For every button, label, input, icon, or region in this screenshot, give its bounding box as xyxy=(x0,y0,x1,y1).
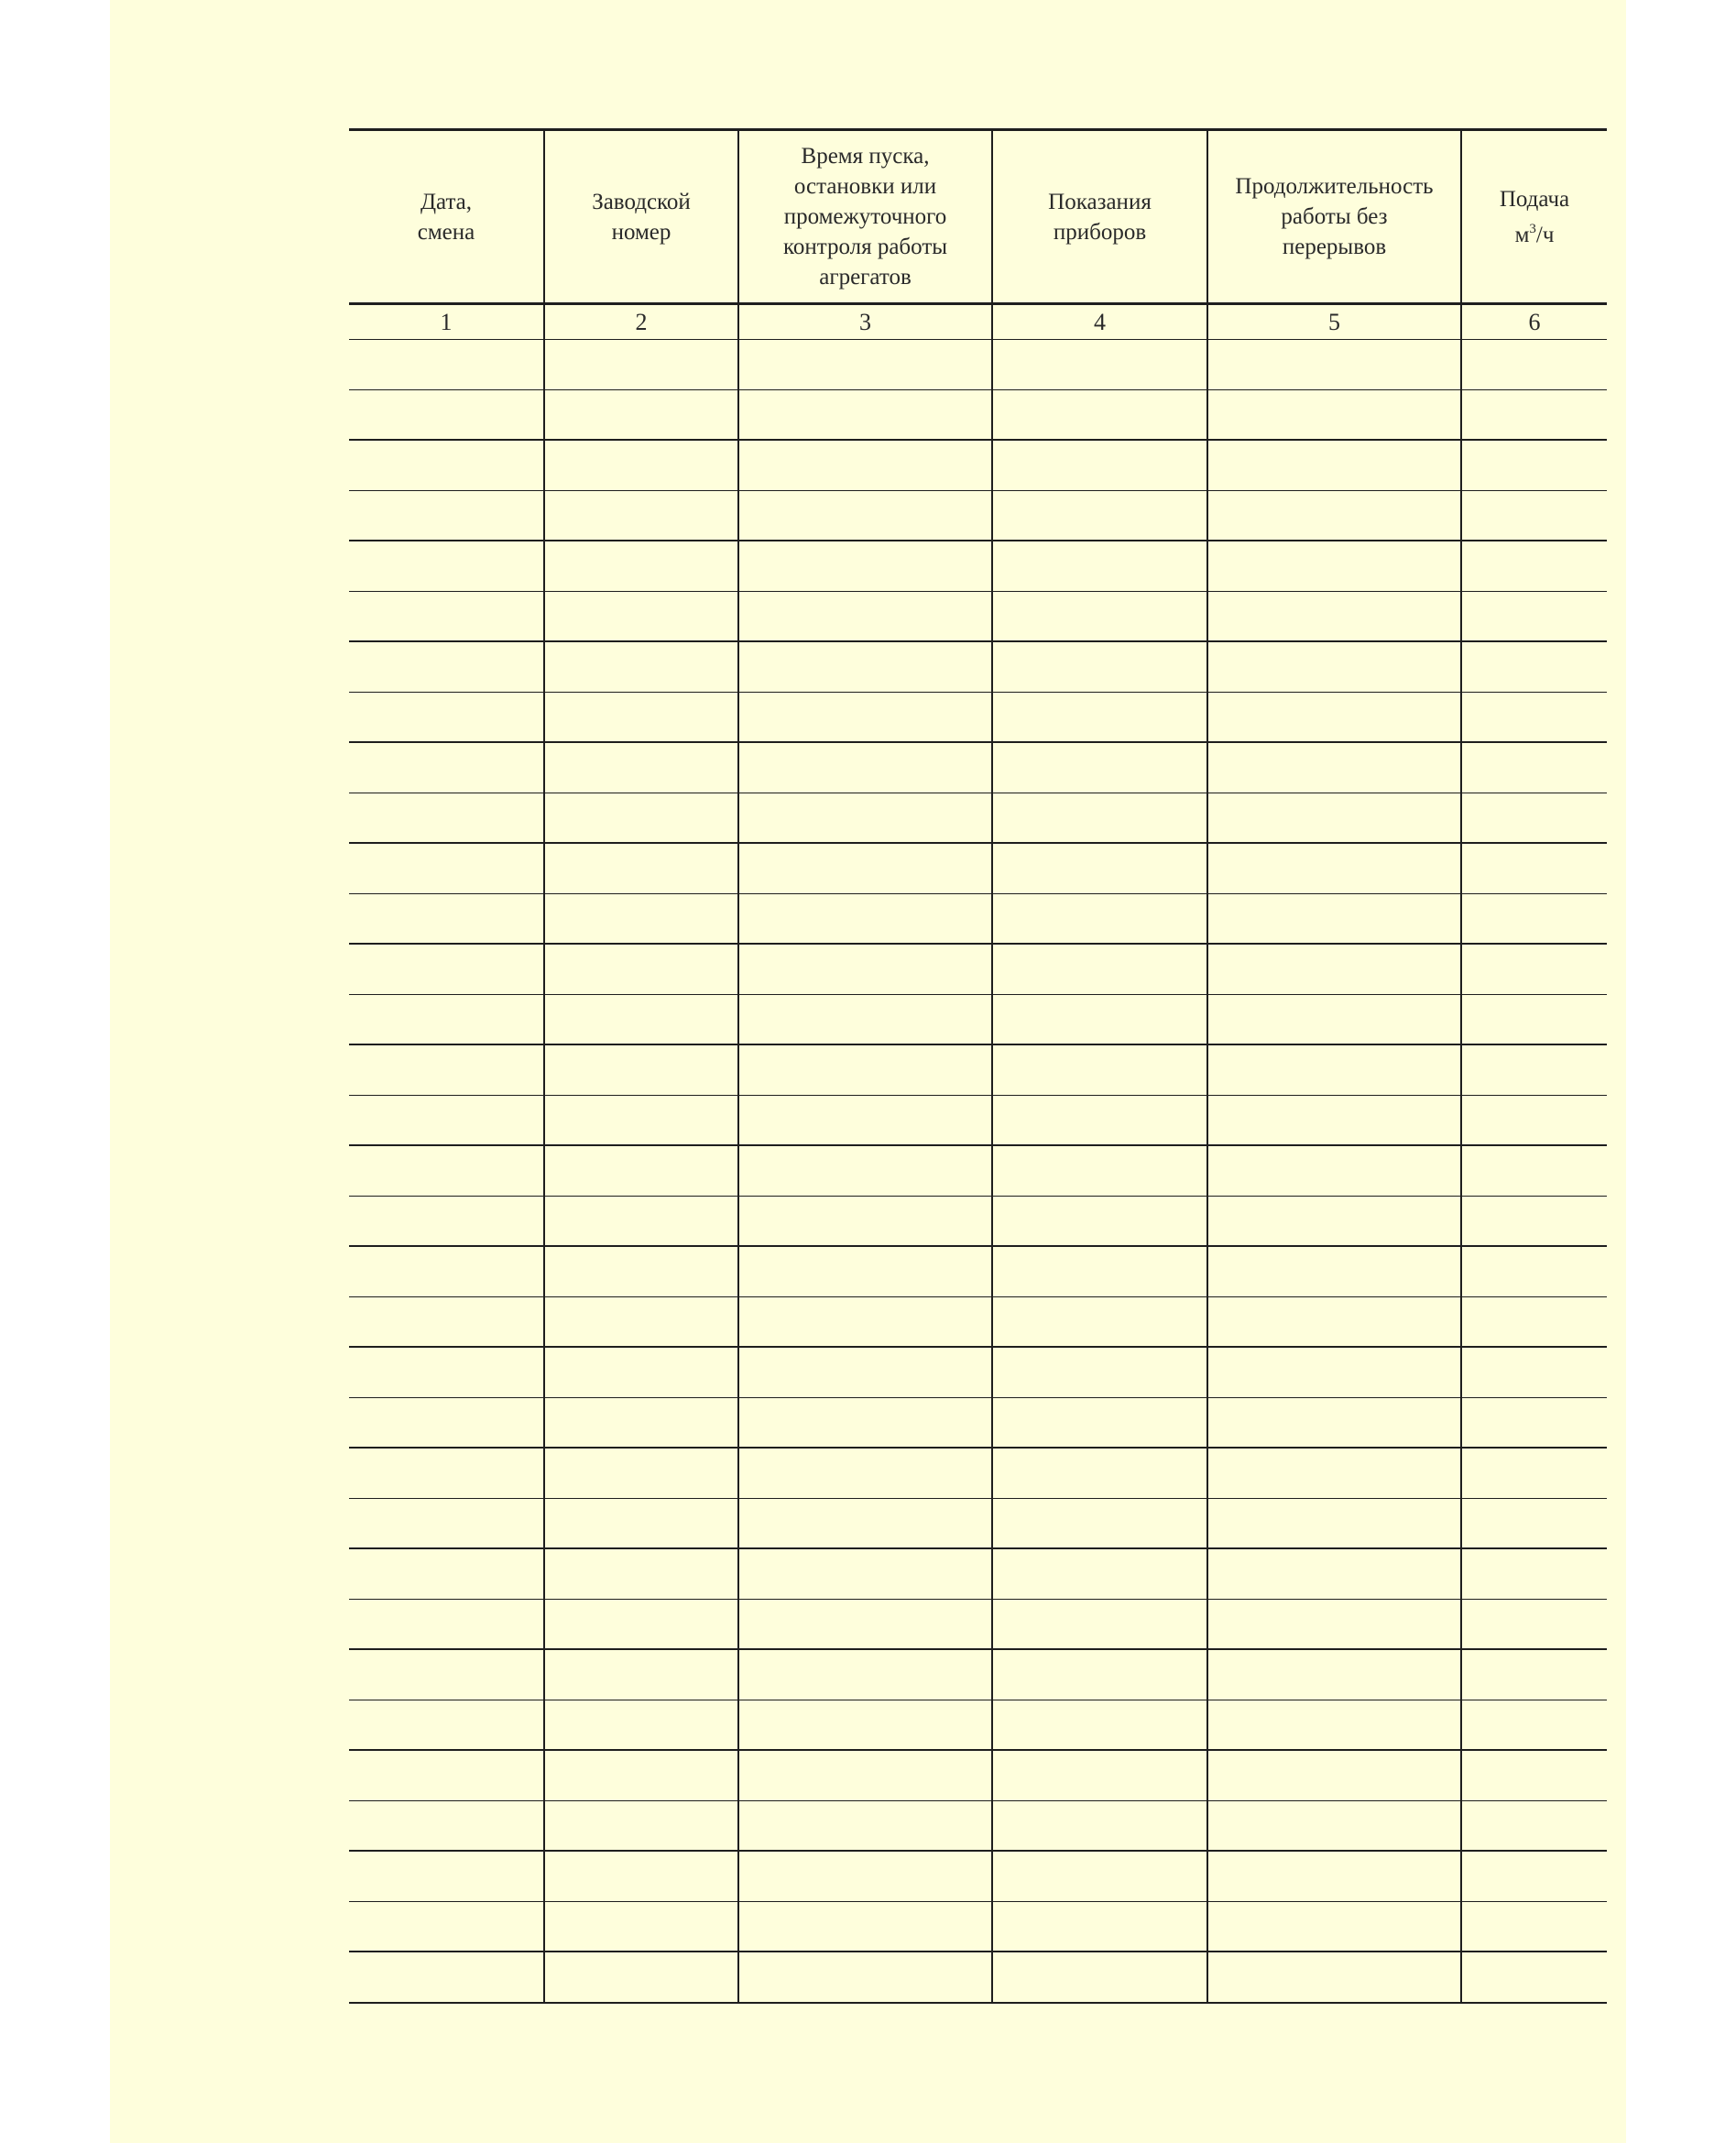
entry-cell[interactable] xyxy=(1461,490,1607,541)
entry-cell[interactable] xyxy=(544,793,738,843)
table-row xyxy=(349,1448,1607,1498)
entry-cell[interactable] xyxy=(738,1750,992,1800)
entry-cell[interactable] xyxy=(738,1044,992,1095)
entry-cell[interactable] xyxy=(1461,843,1607,893)
entry-cell[interactable] xyxy=(738,440,992,490)
entry-cell[interactable] xyxy=(1461,1095,1607,1145)
entry-cell[interactable] xyxy=(544,1145,738,1196)
entry-cell[interactable] xyxy=(738,541,992,591)
entry-cell[interactable] xyxy=(349,1901,544,1952)
entry-cell[interactable] xyxy=(1207,1548,1461,1599)
entry-cell[interactable] xyxy=(544,1952,738,2003)
entry-cell[interactable] xyxy=(738,1599,992,1649)
table-row xyxy=(349,893,1607,944)
entry-cell[interactable] xyxy=(1207,1750,1461,1800)
entry-cell[interactable] xyxy=(992,793,1207,843)
entry-cell[interactable] xyxy=(544,1498,738,1548)
entry-cell[interactable] xyxy=(1207,893,1461,944)
table-row xyxy=(349,1851,1607,1901)
table-row xyxy=(349,1246,1607,1296)
entry-cell[interactable] xyxy=(349,742,544,793)
header-row xyxy=(349,130,1607,304)
entry-cell[interactable] xyxy=(1461,1649,1607,1700)
table-row xyxy=(349,1347,1607,1397)
entry-cell[interactable] xyxy=(738,1296,992,1347)
entry-cell[interactable] xyxy=(349,1851,544,1901)
entry-cell[interactable] xyxy=(1207,1952,1461,2003)
table-row xyxy=(349,1901,1607,1952)
entry-cell[interactable] xyxy=(1461,591,1607,641)
entry-cell[interactable] xyxy=(992,1498,1207,1548)
table-row xyxy=(349,1498,1607,1548)
entry-cell[interactable] xyxy=(544,1548,738,1599)
entry-cell[interactable] xyxy=(544,893,738,944)
table-row xyxy=(349,1044,1607,1095)
entry-cell[interactable] xyxy=(1461,742,1607,793)
entry-cell[interactable] xyxy=(1461,1296,1607,1347)
table-row xyxy=(349,944,1607,994)
entry-cell[interactable] xyxy=(544,1196,738,1246)
table-row xyxy=(349,692,1607,742)
table-row xyxy=(349,1649,1607,1700)
entry-cell[interactable] xyxy=(544,1296,738,1347)
entry-cell[interactable] xyxy=(349,1044,544,1095)
entry-cell[interactable] xyxy=(544,1700,738,1750)
table-row xyxy=(349,389,1607,440)
table-row xyxy=(349,742,1607,793)
entry-cell[interactable] xyxy=(738,1901,992,1952)
entry-cell[interactable] xyxy=(738,1700,992,1750)
entry-cell[interactable] xyxy=(1207,1196,1461,1246)
header-start-stop-time: Время пуска, остановки или промежуточного контроля работы агрегатов xyxy=(738,130,992,304)
log-entries xyxy=(349,340,1607,2003)
entry-cell[interactable] xyxy=(1207,1347,1461,1397)
entry-cell[interactable] xyxy=(1461,340,1607,390)
entry-cell[interactable] xyxy=(1461,1851,1607,1901)
entry-cell[interactable] xyxy=(544,994,738,1044)
entry-cell[interactable] xyxy=(1461,893,1607,944)
entry-cell[interactable] xyxy=(1207,389,1461,440)
entry-cell[interactable] xyxy=(1207,843,1461,893)
entry-cell[interactable] xyxy=(738,1649,992,1700)
table-row xyxy=(349,1196,1607,1246)
entry-cell[interactable] xyxy=(1207,440,1461,490)
entry-cell[interactable] xyxy=(1207,1044,1461,1095)
entry-cell[interactable] xyxy=(992,1246,1207,1296)
entry-cell[interactable] xyxy=(992,893,1207,944)
entry-cell[interactable] xyxy=(738,340,992,390)
entry-cell[interactable] xyxy=(1461,944,1607,994)
entry-cell[interactable] xyxy=(1461,1800,1607,1851)
table-row xyxy=(349,440,1607,490)
entry-cell[interactable] xyxy=(349,1095,544,1145)
entry-cell[interactable] xyxy=(544,1800,738,1851)
table-row xyxy=(349,490,1607,541)
entry-cell[interactable] xyxy=(992,1901,1207,1952)
entry-cell[interactable] xyxy=(544,1750,738,1800)
entry-cell[interactable] xyxy=(349,1397,544,1448)
table-row xyxy=(349,843,1607,893)
entry-cell[interactable] xyxy=(1207,742,1461,793)
entry-cell[interactable] xyxy=(349,1649,544,1700)
entry-cell[interactable] xyxy=(349,843,544,893)
entry-cell[interactable] xyxy=(544,340,738,390)
entry-cell[interactable] xyxy=(544,742,738,793)
column-number: 1 xyxy=(349,304,544,340)
entry-cell[interactable] xyxy=(992,1548,1207,1599)
entry-cell[interactable] xyxy=(544,389,738,440)
entry-cell[interactable] xyxy=(544,1044,738,1095)
entry-cell[interactable] xyxy=(1207,1397,1461,1448)
entry-cell[interactable] xyxy=(1461,1246,1607,1296)
entry-cell[interactable] xyxy=(1207,1246,1461,1296)
entry-cell[interactable] xyxy=(992,843,1207,893)
entry-cell[interactable] xyxy=(1461,541,1607,591)
entry-cell[interactable] xyxy=(544,541,738,591)
entry-cell[interactable] xyxy=(1461,692,1607,742)
entry-cell[interactable] xyxy=(1207,641,1461,692)
entry-cell[interactable] xyxy=(992,742,1207,793)
entry-cell[interactable] xyxy=(1207,1448,1461,1498)
entry-cell[interactable] xyxy=(1461,793,1607,843)
entry-cell[interactable] xyxy=(349,793,544,843)
entry-cell[interactable] xyxy=(1207,1599,1461,1649)
entry-cell[interactable] xyxy=(738,490,992,541)
entry-cell[interactable] xyxy=(992,1800,1207,1851)
entry-cell[interactable] xyxy=(738,641,992,692)
entry-cell[interactable] xyxy=(1207,1498,1461,1548)
entry-cell[interactable] xyxy=(1461,1397,1607,1448)
table-row xyxy=(349,1397,1607,1448)
entry-cell[interactable] xyxy=(544,440,738,490)
entry-cell[interactable] xyxy=(349,994,544,1044)
entry-cell[interactable] xyxy=(1207,1901,1461,1952)
column-number: 5 xyxy=(1207,304,1461,340)
column-number: 2 xyxy=(544,304,738,340)
entry-cell[interactable] xyxy=(992,340,1207,390)
entry-cell[interactable] xyxy=(738,1095,992,1145)
entry-cell[interactable] xyxy=(349,1700,544,1750)
entry-cell[interactable] xyxy=(992,1700,1207,1750)
entry-cell[interactable] xyxy=(738,742,992,793)
entry-cell[interactable] xyxy=(992,641,1207,692)
entry-cell[interactable] xyxy=(349,1599,544,1649)
entry-cell[interactable] xyxy=(349,692,544,742)
entry-cell[interactable] xyxy=(544,1448,738,1498)
entry-cell[interactable] xyxy=(1461,1901,1607,1952)
table-row xyxy=(349,793,1607,843)
header-flow-rate: Подача $м^3/ч$ xyxy=(1461,130,1607,304)
entry-cell[interactable] xyxy=(738,1548,992,1599)
entry-cell[interactable] xyxy=(1461,641,1607,692)
entry-cell[interactable] xyxy=(992,1649,1207,1700)
entry-cell[interactable] xyxy=(544,843,738,893)
entry-cell[interactable] xyxy=(1461,1952,1607,2003)
entry-cell[interactable] xyxy=(349,591,544,641)
entry-cell[interactable] xyxy=(992,692,1207,742)
entry-cell[interactable] xyxy=(349,340,544,390)
entry-cell[interactable] xyxy=(992,1095,1207,1145)
entry-cell[interactable] xyxy=(1207,793,1461,843)
entry-cell[interactable] xyxy=(1207,692,1461,742)
entry-cell[interactable] xyxy=(349,389,544,440)
entry-cell[interactable] xyxy=(544,1901,738,1952)
entry-cell[interactable] xyxy=(738,793,992,843)
entry-cell[interactable] xyxy=(1461,389,1607,440)
column-number: 6 xyxy=(1461,304,1607,340)
entry-cell[interactable] xyxy=(992,994,1207,1044)
entry-cell[interactable] xyxy=(1207,1649,1461,1700)
entry-cell[interactable] xyxy=(738,994,992,1044)
entry-cell[interactable] xyxy=(992,1347,1207,1397)
entry-cell[interactable] xyxy=(992,944,1207,994)
table-row xyxy=(349,1700,1607,1750)
entry-cell[interactable] xyxy=(1207,1700,1461,1750)
entry-cell[interactable] xyxy=(1207,541,1461,591)
entry-cell[interactable] xyxy=(992,440,1207,490)
entry-cell[interactable] xyxy=(738,1800,992,1851)
entry-cell[interactable] xyxy=(349,641,544,692)
entry-cell[interactable] xyxy=(1207,490,1461,541)
entry-cell[interactable] xyxy=(738,1145,992,1196)
entry-cell[interactable] xyxy=(1461,994,1607,1044)
entry-cell[interactable] xyxy=(738,692,992,742)
entry-cell[interactable] xyxy=(992,1397,1207,1448)
entry-cell[interactable] xyxy=(544,591,738,641)
entry-cell[interactable] xyxy=(1461,1145,1607,1196)
entry-cell[interactable] xyxy=(349,1800,544,1851)
entry-cell[interactable] xyxy=(1207,944,1461,994)
entry-cell[interactable] xyxy=(992,1448,1207,1498)
entry-cell[interactable] xyxy=(349,541,544,591)
entry-cell[interactable] xyxy=(1461,1750,1607,1800)
entry-cell[interactable] xyxy=(544,1851,738,1901)
entry-cell[interactable] xyxy=(544,1347,738,1397)
entry-cell[interactable] xyxy=(544,490,738,541)
entry-cell[interactable] xyxy=(992,1851,1207,1901)
entry-cell[interactable] xyxy=(1461,1196,1607,1246)
flow-rate-unit: $м^3/ч$ xyxy=(1514,221,1555,247)
table-row xyxy=(349,1599,1607,1649)
entry-cell[interactable] xyxy=(992,1750,1207,1800)
entry-cell[interactable] xyxy=(738,1952,992,2003)
journal-page xyxy=(110,0,1626,2143)
entry-cell[interactable] xyxy=(1461,1498,1607,1548)
entry-cell[interactable] xyxy=(349,1196,544,1246)
entry-cell[interactable] xyxy=(1461,1448,1607,1498)
entry-cell[interactable] xyxy=(738,1196,992,1246)
entry-cell[interactable] xyxy=(1207,1296,1461,1347)
entry-cell[interactable] xyxy=(349,1498,544,1548)
entry-cell[interactable] xyxy=(1461,1044,1607,1095)
table-row xyxy=(349,340,1607,390)
entry-cell[interactable] xyxy=(544,1599,738,1649)
entry-cell[interactable] xyxy=(738,944,992,994)
entry-cell[interactable] xyxy=(992,1296,1207,1347)
header-serial-number: Заводской номер xyxy=(544,130,738,304)
table-row xyxy=(349,1750,1607,1800)
entry-cell[interactable] xyxy=(992,1952,1207,2003)
entry-cell[interactable] xyxy=(738,1498,992,1548)
entry-cell[interactable] xyxy=(1461,440,1607,490)
table-row xyxy=(349,641,1607,692)
entry-cell[interactable] xyxy=(738,591,992,641)
entry-cell[interactable] xyxy=(544,1095,738,1145)
entry-cell[interactable] xyxy=(992,1044,1207,1095)
entry-cell[interactable] xyxy=(1461,1548,1607,1599)
entry-cell[interactable] xyxy=(738,389,992,440)
entry-cell[interactable] xyxy=(349,440,544,490)
table-row xyxy=(349,1145,1607,1196)
entry-cell[interactable] xyxy=(992,1599,1207,1649)
entry-cell[interactable] xyxy=(544,692,738,742)
entry-cell[interactable] xyxy=(992,490,1207,541)
entry-cell[interactable] xyxy=(738,1851,992,1901)
table-row xyxy=(349,1296,1607,1347)
entry-cell[interactable] xyxy=(1207,1800,1461,1851)
entry-cell[interactable] xyxy=(349,1750,544,1800)
header-instrument-readings: Показания приборов xyxy=(992,130,1207,304)
entry-cell[interactable] xyxy=(544,1649,738,1700)
entry-cell[interactable] xyxy=(1207,1145,1461,1196)
table-row xyxy=(349,541,1607,591)
entry-cell[interactable] xyxy=(738,1448,992,1498)
entry-cell[interactable] xyxy=(349,1145,544,1196)
entry-cell[interactable] xyxy=(738,893,992,944)
entry-cell[interactable] xyxy=(349,1246,544,1296)
entry-cell[interactable] xyxy=(738,843,992,893)
entry-cell[interactable] xyxy=(349,944,544,994)
entry-cell[interactable] xyxy=(349,1448,544,1498)
table-row xyxy=(349,994,1607,1044)
table-row xyxy=(349,1548,1607,1599)
entry-cell[interactable] xyxy=(992,591,1207,641)
entry-cell[interactable] xyxy=(1461,1700,1607,1750)
entry-cell[interactable] xyxy=(544,944,738,994)
column-number-row xyxy=(349,304,1607,340)
entry-cell[interactable] xyxy=(544,1397,738,1448)
entry-cell[interactable] xyxy=(349,490,544,541)
entry-cell[interactable] xyxy=(1207,1095,1461,1145)
entry-cell[interactable] xyxy=(992,389,1207,440)
entry-cell[interactable] xyxy=(349,1347,544,1397)
entry-cell[interactable] xyxy=(1461,1347,1607,1397)
entry-cell[interactable] xyxy=(1461,1599,1607,1649)
entry-cell[interactable] xyxy=(544,1246,738,1296)
entry-cell[interactable] xyxy=(349,1548,544,1599)
table-row xyxy=(349,1095,1607,1145)
entry-cell[interactable] xyxy=(992,1196,1207,1246)
entry-cell[interactable] xyxy=(349,893,544,944)
entry-cell[interactable] xyxy=(1207,340,1461,390)
operation-log-table xyxy=(349,128,1607,2004)
entry-cell[interactable] xyxy=(1207,994,1461,1044)
entry-cell[interactable] xyxy=(738,1246,992,1296)
entry-cell[interactable] xyxy=(349,1952,544,2003)
entry-cell[interactable] xyxy=(349,1296,544,1347)
entry-cell[interactable] xyxy=(738,1347,992,1397)
table-row xyxy=(349,1800,1607,1851)
entry-cell[interactable] xyxy=(1207,591,1461,641)
table-row xyxy=(349,591,1607,641)
table-row xyxy=(349,1952,1607,2003)
column-number: 4 xyxy=(992,304,1207,340)
header-continuous-duration: Продолжительность работы без перерывов xyxy=(1207,130,1461,304)
entry-cell[interactable] xyxy=(544,641,738,692)
entry-cell[interactable] xyxy=(992,1145,1207,1196)
entry-cell[interactable] xyxy=(992,541,1207,591)
entry-cell[interactable] xyxy=(738,1397,992,1448)
column-number: 3 xyxy=(738,304,992,340)
entry-cell[interactable] xyxy=(1207,1851,1461,1901)
header-date-shift: Дата, смена xyxy=(349,130,544,304)
